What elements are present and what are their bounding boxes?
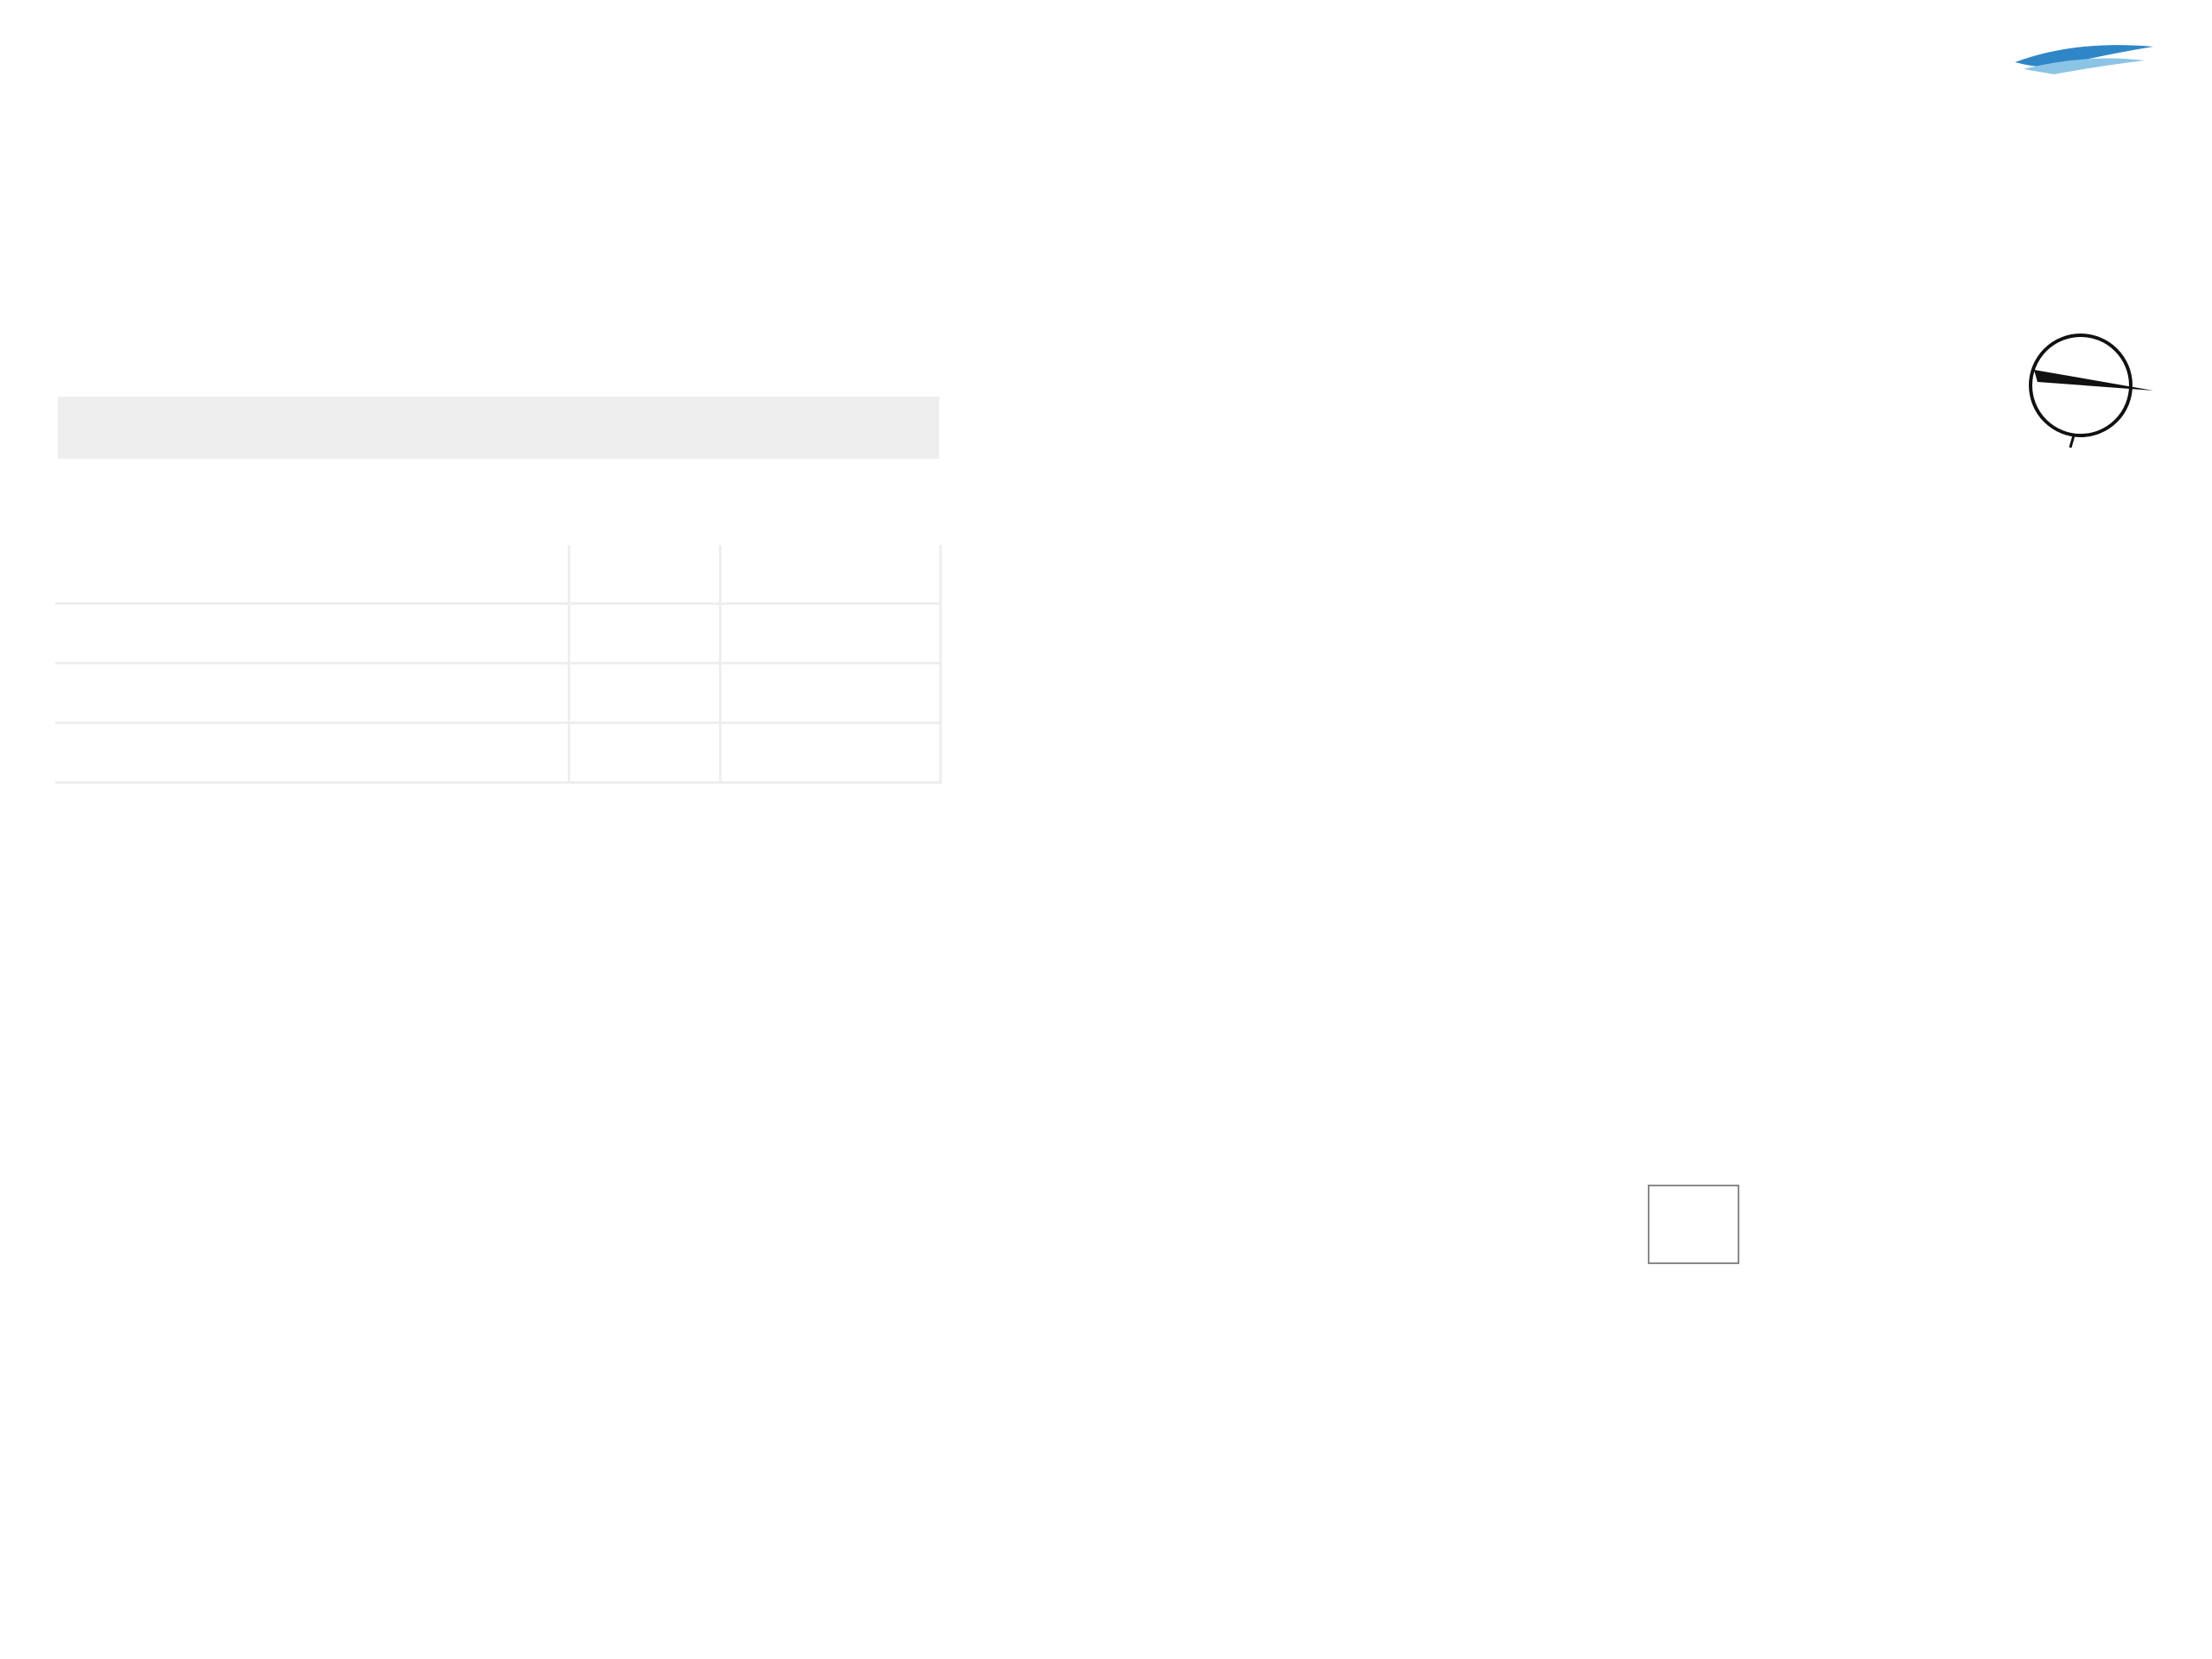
unit-count <box>569 604 721 664</box>
floor-plan <box>950 268 2212 1616</box>
elevator-lobby <box>1649 1185 1738 1263</box>
inventory-title <box>57 396 941 461</box>
unit-size <box>721 544 941 604</box>
unit-type-name <box>130 664 569 723</box>
unit-count <box>569 544 721 604</box>
col-unit-size <box>721 461 941 544</box>
unit-type-name <box>130 604 569 664</box>
shore3-logo <box>1911 35 2196 190</box>
lobby-box <box>1649 1185 1738 1263</box>
compass-needle-icon <box>2034 370 2153 391</box>
unit-count <box>569 723 721 783</box>
unit-type-name <box>130 723 569 783</box>
inventory-header-row <box>57 461 941 544</box>
legend-swatch-2br <box>57 723 130 783</box>
unit-type-name <box>130 544 569 604</box>
inventory-title-row <box>57 396 941 461</box>
unit-count <box>569 664 721 723</box>
legend-swatch-1br <box>57 664 130 723</box>
unit-size <box>721 723 941 783</box>
compass <box>2031 335 2153 448</box>
col-no-of-units <box>569 461 721 544</box>
col-unit-type <box>57 461 569 544</box>
legend-swatch-family-b <box>57 604 130 664</box>
inventory-table <box>55 394 942 784</box>
table-row <box>57 544 941 604</box>
unit-size <box>721 604 941 664</box>
compass-tick-icon <box>2070 435 2074 448</box>
table-row <box>57 604 941 664</box>
table-row <box>57 723 941 783</box>
legend-swatch-family-a <box>57 544 130 604</box>
unit-size <box>721 664 941 723</box>
table-row <box>57 664 941 723</box>
